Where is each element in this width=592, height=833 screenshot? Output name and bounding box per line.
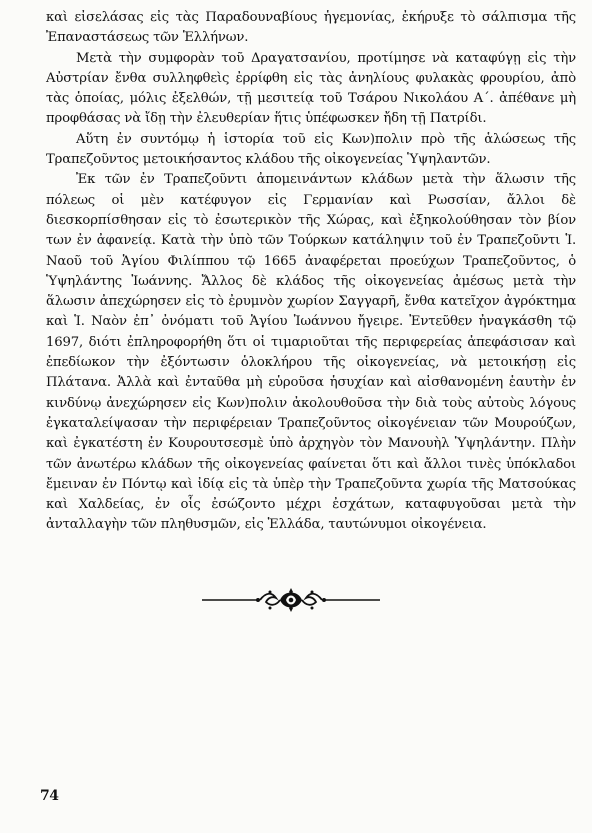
paragraph-2: Μετὰ τὴν συμφορὰν τοῦ Δραγατσανίου, προτίμησε νὰ καταφύγῃ εἰς τὴν Αὐστρίαν ἔνθα συλληφθεὶς ἐρρίφθη εἰς τὰς ἀνηλίους φυλακὰς φρουρίου, ἀπὸ τὰς ὁποίας, μόλις ἐξελθών, τῇ μεσιτείᾳ τοῦ Τσάρου Νικολάου Α΄. ἀπέθανε μὴ προφθάσας νὰ ἴδῃ τὴν ἐλευθερίαν ἥτις ὑπέφωσκεν ἤδη τῇ Πατρίδι. [46, 50, 576, 127]
paragraph-1: καὶ εἰσελάσας εἰς τὰς Παραδουναβίους ἡγεμονίας, ἐκήρυξε τὸ σάλπισμα τῆς Ἐπαναστάσεως τῶν Ἑλλήνων. [46, 10, 576, 46]
page-number: 74 [40, 788, 59, 804]
paragraph-4: Ἐκ τῶν ἐν Τραπεζοῦντι ἀπομεινάντων κλάδων μετὰ τὴν ἅλωσιν τῆς πόλεως οἱ μὲν κατέφυγον εἰς Γερμανίαν καὶ Ρωσσίαν, ἄλλοι δὲ διεσκορπίσθησαν εἰς τὸ ἐσωτερικὸν τῆς Χώρας, καὶ ἐξηκολούθησαν τὸν βίον των ἐν ἀφανείᾳ. Κατὰ τὴν ὑπὸ τῶν Τούρκων κατάληψιν τοῦ ἐν Τραπεζοῦντι Ἱ. Ναοῦ τοῦ Ἁγίου Φιλίππου τῷ 1665 ἀναφέρεται προεύχων Τραπεζοῦντος, ὁ Ὑψηλάντης Ἰωάννης. Ἄλλος δὲ κλάδος τῆς οἰκογενείας ἀμέσως μετὰ τὴν ἅλωσιν ἀπεχώρησεν εἰς τὸ ἐρυμνὸν χωρίον Σαγγαρῆ, ἔνθα κατεῖχον ἀγρόκτημα καὶ Ἱ. Ναὸν ἐπ᾽ ὀνόματι τοῦ Ἁγίου Ἰωάννου ἤγειρε. Ἐντεῦθεν ἠναγκάσθη τῷ 1697, διότι ἐπληροφορήθη ὅτι οἱ τιμαριοῦται τῆς περιφερείας ἀπεφάσισαν καὶ ἐπεδίωκον τὴν ἐξόντωσιν ὁλοκλήρου τῆς οἰκογενείας, νὰ μετοικήσῃ εἰς Πλάτανα. Ἀλλὰ καὶ ἐνταῦθα μὴ εὑροῦσα ἡσυχίαν καὶ αἰσθανομένη ἑαυτὴν ἐν κινδύνῳ ἀνεχώρησεν εἰς Κων)πολιν ἀκολουθοῦσα τὴν διὰ τοὺς αὐτοὺς λόγους ἐγκαταλείψασαν τὴν περιφέρειαν Τραπεζοῦντος οἰκογένειαν τῶν Μουρούζων, καὶ ἐγκατέστη ἐν Κουρουτσεσμὲ ὑπὸ ἀρχηγὸν τὸν Μανουὴλ Ὑψηλάντην. Πλὴν τῶν ἀνωτέρω κλάδων τῆς οἰκογενείας φαίνεται ὅτι καὶ ἄλλοι τινὲς ὑπόκλαδοι ἔμειναν ἐν Πόντῳ καὶ ἰδίᾳ εἰς τὰ ὑπὲρ τὴν Τραπεζοῦντα χωρία τῆς Ματσούκας καὶ Χαλδείας, ἐν οἷς ἐσώζοντο μέχρι ἐσχάτων, καταφυγοῦσαι μετὰ τὴν ἀνταλλαγὴν τῶν πληθυσμῶν, εἰς Ἑλλάδα, ταυτώνυμοι οἰκογένεια. [46, 172, 576, 533]
page-body [46, 8, 576, 536]
paragraph-3: Αὕτη ἐν συντόμῳ ἡ ἱστορία τοῦ εἰς Κων)πολιν πρὸ τῆς ἁλώσεως τῆς Τραπεζοῦντος μετοικήσαντος κλάδου τῆς οἰκογενείας Ὑψηλαντῶν. [46, 131, 576, 168]
ornamental-divider-icon [200, 584, 382, 616]
